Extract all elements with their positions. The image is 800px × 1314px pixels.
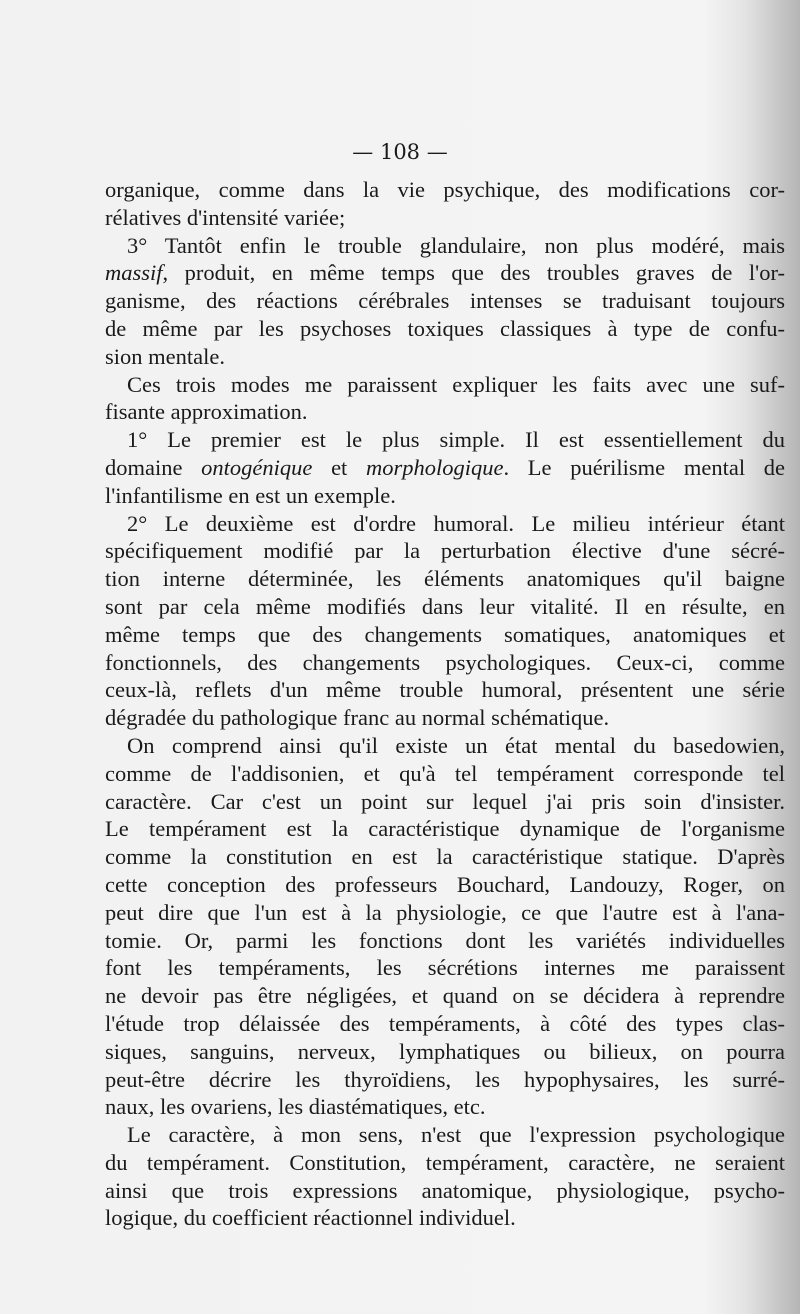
text-span: peut-être décrire les thyroïdiens, les hypophysaires, les surré- xyxy=(105,1066,785,1092)
text-line xyxy=(105,426,785,454)
text-span: Le tempérament est la caractéristique dynamique de l'organisme xyxy=(105,816,785,842)
text-line xyxy=(105,593,785,621)
text-span: sont par cela même modifiés dans leur vitalité. Il en résulte, en xyxy=(105,593,785,619)
text-line xyxy=(105,899,785,927)
text-span: naux, les ovariens, les diastématiques, etc. xyxy=(105,1094,486,1120)
text-span: organique, comme dans la vie psychique, des modifications cor- xyxy=(105,177,785,202)
text-line xyxy=(105,621,785,649)
text-line xyxy=(105,259,785,287)
text-line xyxy=(105,843,785,871)
text-line xyxy=(105,649,785,677)
text-line xyxy=(105,176,785,204)
text-span: dégradée du pathologique franc au normal schématique. xyxy=(105,705,610,731)
text-line xyxy=(105,1121,785,1149)
text-line xyxy=(105,315,785,343)
italic-term: massif xyxy=(105,260,163,286)
text-line xyxy=(105,1093,785,1121)
text-span: peut dire que l'un est à la physiologie, ce que l'autre est à l'ana- xyxy=(105,899,785,925)
text-span: 1° Le premier est le plus simple. Il est essentiellement du xyxy=(127,427,785,453)
text-span: comme la constitution en est la caractéristique statique. D'après xyxy=(105,844,785,870)
text-line xyxy=(105,1010,785,1038)
text-span: ceux-là, reflets d'un même trouble humoral, présentent une série xyxy=(105,677,785,703)
text-span: ganisme, des réactions cérébrales intenses se traduisant toujours xyxy=(105,288,785,314)
body-text xyxy=(105,176,785,1232)
text-line xyxy=(105,1204,785,1232)
text-span: rélatives d'intensité variée; xyxy=(105,204,346,230)
text-span: 3° Tantôt enfin le trouble glandulaire, non plus modéré, mais xyxy=(127,232,785,258)
text-span: logique, du coefficient réactionnel individuel. xyxy=(105,1205,516,1231)
text-line xyxy=(105,537,785,565)
text-span: ainsi que trois expressions anatomique, physiologique, psycho- xyxy=(105,1177,785,1203)
text-span: et xyxy=(312,454,366,480)
text-span: tomie. Or, parmi les fonctions dont les variétés individuelles xyxy=(105,927,785,953)
text-span: tion interne déterminée, les éléments anatomiques qu'il baigne xyxy=(105,566,785,592)
text-span: fonctionnels, des changements psychologiques. Ceux-ci, comme xyxy=(105,649,785,675)
text-span: . Le puérilisme mental de xyxy=(503,454,785,480)
italic-term: ontogénique xyxy=(201,454,313,480)
text-line xyxy=(105,815,785,843)
text-line xyxy=(105,1038,785,1066)
text-line xyxy=(105,1177,785,1205)
text-span: fisante approximation. xyxy=(105,399,308,425)
text-span: 2° Le deuxième est d'ordre humoral. Le milieu intérieur étant xyxy=(127,510,785,536)
text-line xyxy=(105,343,785,371)
text-line xyxy=(105,954,785,982)
text-line xyxy=(105,371,785,399)
page-number: — 108 — xyxy=(352,140,448,164)
text-span: Le caractère, à mon sens, n'est que l'expression psychologique xyxy=(127,1122,785,1148)
text-line xyxy=(105,788,785,816)
text-span: du tempérament. Constitution, tempérament, caractère, ne seraient xyxy=(105,1149,785,1175)
text-line xyxy=(105,732,785,760)
text-span: l'infantilisme en est un exemple. xyxy=(105,482,396,508)
text-line xyxy=(105,510,785,538)
text-line xyxy=(105,482,785,510)
text-line xyxy=(105,927,785,955)
text-line xyxy=(105,398,785,426)
text-line xyxy=(105,287,785,315)
text-span: l'étude trop délaissée des tempéraments, à côté des types clas- xyxy=(105,1010,785,1036)
text-span: font les tempéraments, les sécrétions internes me paraissent xyxy=(105,955,785,981)
text-line xyxy=(105,1066,785,1094)
text-line xyxy=(105,454,785,482)
text-span: domaine xyxy=(105,454,202,480)
text-line xyxy=(105,982,785,1010)
text-line xyxy=(105,204,785,232)
text-span: , produit, en même temps que des troubles graves de l'or- xyxy=(162,260,785,286)
text-span: spécifiquement modifié par la perturbation élective d'une sécré- xyxy=(105,538,785,564)
text-line xyxy=(105,871,785,899)
text-span: siques, sanguins, nerveux, lymphatiques ou bilieux, on pourra xyxy=(105,1038,785,1064)
text-span: On comprend ainsi qu'il existe un état mental du basedowien, xyxy=(127,732,785,758)
text-span: Ces trois modes me paraissent expliquer les faits avec une suf- xyxy=(127,371,785,397)
italic-term: morphologique xyxy=(365,454,504,480)
text-span: sion mentale. xyxy=(105,343,225,369)
text-span: caractère. Car c'est un point sur lequel j'ai pris soin d'insister. xyxy=(105,788,785,814)
text-line xyxy=(105,232,785,260)
text-span: comme de l'addisonien, et qu'à tel tempérament corresponde tel xyxy=(105,760,785,786)
text-line xyxy=(105,676,785,704)
text-span: même temps que des changements somatiques, anatomiques et xyxy=(105,621,785,647)
text-line xyxy=(105,565,785,593)
text-line xyxy=(105,760,785,788)
text-span: ne devoir pas être négligées, et quand on se décidera à reprendre xyxy=(105,983,785,1009)
text-span: cette conception des professeurs Bouchard, Landouzy, Roger, on xyxy=(105,871,785,897)
text-line xyxy=(105,1149,785,1177)
text-span: de même par les psychoses toxiques classiques à type de confu- xyxy=(105,315,785,341)
text-line xyxy=(105,704,785,732)
